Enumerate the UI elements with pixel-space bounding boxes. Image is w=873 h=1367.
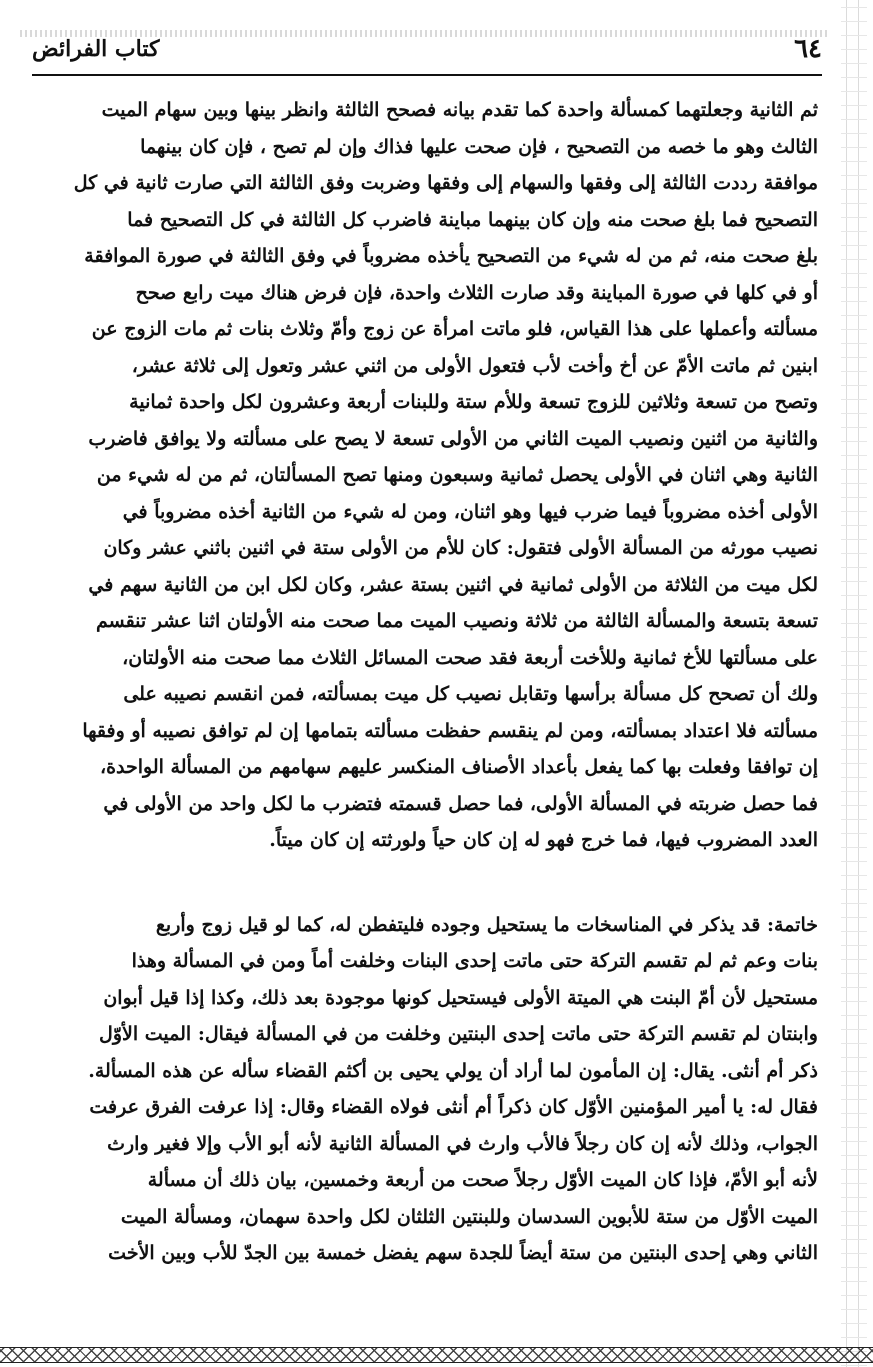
right-decorative-border	[841, 0, 867, 1367]
text-line: موافقة رددت الثالثة إلى وفقها والسهام إلى وفقها وضربت وفق الثالثة التي صارت ثانية في كل	[73, 172, 818, 194]
paragraph-2	[38, 907, 818, 1272]
text-line: أو في كلها في صورة المباينة وقد صارت الثلاث واحدة، فإن فرض هناك ميت رابع صحح	[135, 281, 818, 304]
text-line: فقال له: يا أمير المؤمنين الأوّل كان ذكراً أم أنثى فولاه القضاء وقال: إذا عرفت الفرق عرفت	[89, 1096, 818, 1118]
paragraph-gap	[38, 859, 818, 907]
page-header	[32, 32, 822, 76]
text-line: إن توافقا وفعلت بها كما يفعل بأعداد الأصناف المنكسر عليهم سهامهم من المسألة الواحدة،	[99, 756, 818, 778]
text-line-conclusion	[38, 907, 818, 944]
text-line: على مسألتها للأخ ثمانية وللأخت أربعة فقد صحت المسائل الثلاث مما صحت منه الأولتان،	[122, 646, 818, 669]
text-line: ابنين ثم ماتت الأمّ عن أخ وأخت لأب فتعول الأولى من اثني عشر وتعول إلى ثلاثة عشر،	[131, 354, 818, 377]
text-line: وابنتان لم تقسم التركة حتى ماتت إحدى البنتين وخلفت من في المسألة فيقال: الميت الأوّل	[99, 1023, 818, 1045]
text-line: نصيب مورثه من المسألة الأولى فتقول: كان للأم من الأولى ستة في اثنين باثني عشر وكان	[103, 537, 818, 559]
text-line: الجواب، وذلك لأنه إن كان رجلاً فالأب وارث في المسألة الثانية لأنه أبو الأب وإلا فغير وارث	[107, 1132, 818, 1155]
text-line: العدد المضروب فيها، فما خرج فهو له إن كان حياً ولورثته إن كان ميتاً.	[269, 829, 818, 851]
text-line: والثانية من اثنين ونصيب الميت الثاني من الأولى تسعة لا يصح على مسألته ولا يوافق فاضرب	[88, 427, 818, 450]
text-line: مسألته وأعملها على هذا القياس، فلو ماتت امرأة عن زوج وأمّ وثلاث بنات ثم مات الزوج عن	[91, 318, 818, 340]
page-body	[38, 92, 818, 1272]
paragraph-1	[38, 92, 818, 859]
bottom-decorative-border	[0, 1347, 873, 1363]
text-line: لأنه أبو الأمّ، فإذا كان الميت الأوّل رجلاً صحت من أربعة وخمسين، بيان ذلك أن مسألة	[147, 1169, 818, 1191]
conclusion-label: خاتمة	[774, 913, 818, 936]
text-line: ثم الثانية وجعلتهما كمسألة واحدة كما تقدم بيانه فصحح الثالثة وانظر بينها وبين سهام الميت	[101, 99, 818, 121]
text-line: بنات وعم ثم لم تقسم التركة حتى ماتت إحدى البنات وخلفت أماً ومن في المسألة وهذا	[131, 950, 818, 972]
text-line: مستحيل لأن أمّ البنت هي الميتة الأولى فيستحيل كونها موجودة بعد ذلك، وكذا إذا قيل أبوان	[103, 986, 818, 1009]
text-line: الأولى أخذه مضروباً فيما ضرب فيها وهو اثنان، ومن له شيء من الثانية أخذه مضروباً في	[122, 500, 818, 523]
text-line: التصحيح فما بلغ صحت منه وإن كان بينهما مباينة فاضرب كل الثالثة في كل التصحيح فما	[127, 208, 818, 231]
text-line: الثانية وهي اثنان في الأولى يحصل ثمانية وسبعون ومنها تصح المسألتان، ثم من له شيء من	[96, 464, 818, 486]
text-line: ذكر أم أنثى. يقال: إن المأمون لما أراد أن يولي يحيى بن أكثم القضاء سأله عن هذه المسألة.	[88, 1059, 818, 1082]
page-number: ٦٤	[794, 34, 822, 64]
conclusion-text: : قد يذكر في المناسخات ما يستحيل وجوده فليتفطن له، كما لو قيل زوج وأربع	[155, 913, 774, 936]
text-line: بلغ صحت منه، ثم من له شيء من التصحيح يأخذه مضروباً في وفق الثالثة في صورة الموافقة	[84, 245, 818, 267]
text-line: الميت الأوّل من ستة للأبوين السدسان وللبنتين الثلثان لكل واحدة سهمان، ومسألة الميت	[120, 1205, 818, 1228]
text-line: الثاني وهي إحدى البنتين من ستة أيضاً للجدة سهم يفضل خمسة بين الجدّ للأب وبين الأخت	[108, 1242, 818, 1264]
text-line: فما حصل ضربته في المسألة الأولى، فما حصل قسمته فتضرب ما لكل واحد من الأولى في	[103, 792, 818, 815]
text-line: الثالث وهو ما خصه من التصحيح ، فإن صحت عليها فذاك وإن لم تصح ، فإن كان بينهما	[140, 135, 818, 158]
text-line: لكل ميت من الثلاثة من الأولى ثمانية في اثنين بستة عشر، وكان لكل ابن من الثانية سهم في	[88, 573, 818, 596]
text-line: مسألته فلا اعتداد بمسألته، ومن لم ينقسم حفظت مسألته بتمامها إن لم توافق نصيبه أو وفقها	[82, 719, 818, 742]
text-line: وتصح من تسعة وثلاثين للزوج تسعة وللأم ستة وللبنات أربعة وعشرون لكل واحدة ثمانية	[129, 391, 818, 413]
text-line: تسعة بتسعة والمسألة الثالثة من ثلاثة ونصيب الميت مما صحت منه الأولتان اثنا عشر تنقسم	[95, 610, 818, 632]
text-line: ولك أن تصحح كل مسألة برأسها وتقابل نصيب كل ميت بمسألته، فمن انقسم نصيبه على	[123, 683, 818, 705]
running-title: كتاب الفرائض	[32, 36, 160, 62]
